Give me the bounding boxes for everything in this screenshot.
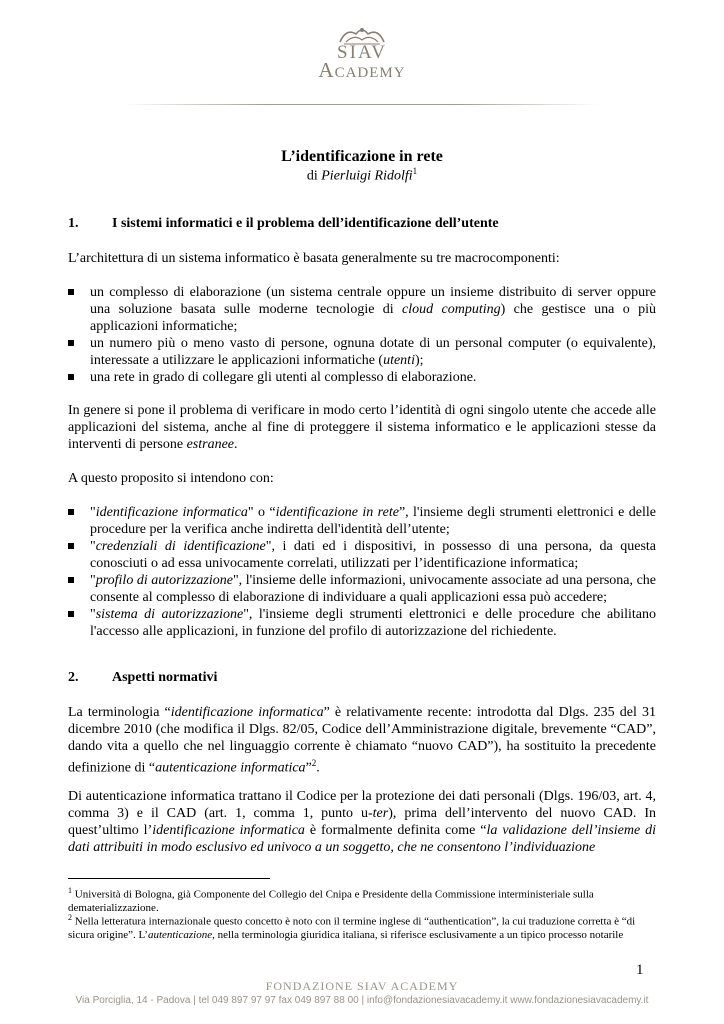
footnote-ref-2: 2 [311, 758, 317, 768]
page-number: 1 [636, 962, 644, 978]
author-line: di Pierluigi Ridolfi$^1$ [306, 166, 418, 184]
section-1-paragraph-2: In genere si pone il problema di verificare in modo certo l’identità di ogni singolo utente che accede alle applicazioni del sistema, anche al fine di proteggere il sistema informatico e le applicazioni stesse da interventi di persone estranee. [68, 403, 656, 452]
footer-contact: Via Porciglia, 14 - Padova | tel 049 897 97 97 fax 049 897 88 00 | info@fondazionesiavacademy.it www.fondazionesiavacademy.it [75, 995, 649, 1006]
section-2-heading: 2. Aspetti normativi [68, 670, 218, 685]
list-item: "credenziali di identificazione", i dati ed i dispositivi, in possesso di una persona, da questa conosciuti o ad essa univocamente correlati, utilizzati per l’identificazione informatica; [68, 538, 656, 572]
list-item: "sistema di autorizzazione", l'insieme degli strumenti elettronici e delle procedure che abilitano l'accesso alle applicazioni, in funzione del profilo di autorizzazione del richiedente. [68, 606, 656, 640]
list-item: "identificazione informatica" o “identificazione in rete”, l'insieme degli strumenti elettronici e delle procedure per la verifica anche indiretta dell'identità dell’utente; [68, 504, 656, 538]
logo-academy-text: ACADEMY [318, 58, 406, 82]
definitions-list [68, 504, 656, 640]
footnote-ref-1: 1 [412, 166, 418, 176]
document-title: L’identificazione in rete [281, 148, 443, 165]
section-2-paragraph-2: Di autenticazione informatica trattano il Codice per la protezione dei dati personali (Dlgs. 196/03, art. 4, comma 3) e il CAD (art. 1, comma 1, punto u-ter), prima dell’intervento del nuovo CAD. In quest’ultimo l’identificazione informatica è formalmente definita come “la validazione dell’insieme di dati attribuiti in modo esclusivo ed univoco a un soggetto, che ne consentono l’individuazione [68, 789, 656, 855]
section-1-paragraph-3: A questo proposito si intendono con: [68, 471, 274, 486]
siav-academy-logo [300, 24, 424, 104]
section-2-paragraph-1: La terminologia “identificazione informatica” è relativamente recente: introdotta dal Dlgs. 235 del 31 dicembre 2010 (che modifica il Dlgs. 82/05, Codice dell’Amministrazione digitale, brevemente “CAD”, dando vita a quello che nel linguaggio corrente è chiamato “nuovo CAD”), ha sostituito la precedente definizione di “autenticazione informatica”$^2$. [68, 705, 656, 776]
list-item: "profilo di autorizzazione", l'insieme delle informazioni, univocamente associate ad una persona, che consente al complesso di elaborazione di individuare a quali applicazioni essa può accedere; [68, 572, 656, 606]
section-1-intro: L’architettura di un sistema informatico è basata generalmente su tre macrocomponenti: [68, 251, 560, 266]
footer-organization: FONDAZIONE SIAV ACADEMY [265, 979, 459, 993]
component-list [68, 284, 656, 386]
list-item: un numero più o meno vasto di persone, ognuna dotate di un personal computer (o equivalente), interessate a utilizzare le applicazioni informatiche (utenti); [68, 335, 656, 369]
list-item: una rete in grado di collegare gli utenti al complesso di elaborazione. [68, 369, 656, 386]
footnote-divider [68, 878, 270, 879]
section-1-heading: 1. I sistemi informatici e il problema dell’identificazione dell’utente [68, 216, 499, 231]
logo-siav-text: SIAV [337, 42, 387, 63]
footnote-1: $^1$ Università di Bologna, già Componente del Collegio del Cnipa e Presidente della Commissione interministeriale sulla dematerializzazione. [68, 886, 594, 914]
header-divider [124, 104, 600, 105]
footnote-2: $^2$ Nella letteratura internazionale questo concetto è noto con il termine inglese di “authentication”, la cui traduzione corretta è “di sicura origine”. L’autenticazione, nella terminologia giuridica italiana, si riferisce esclusivamente a un tipico processo notarile [68, 913, 636, 941]
list-item: un complesso di elaborazione (un sistema centrale oppure un insieme distribuito di server oppure una soluzione basata sulle moderne tecnologie di cloud computing) che gestisce una o più applicazioni informatiche; [68, 284, 656, 335]
